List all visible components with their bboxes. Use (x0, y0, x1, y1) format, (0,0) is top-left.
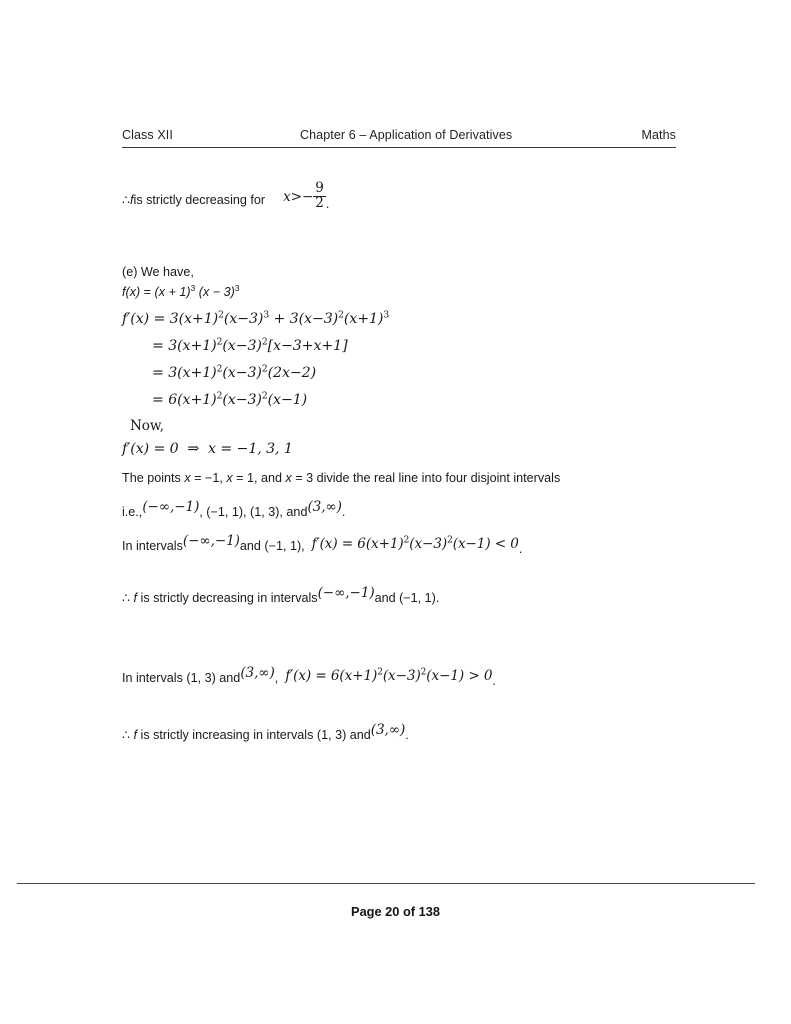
derivative-line-4: = $6(x+1)^2(x-3)^2(x-1)$ (152, 390, 308, 408)
interval-three-infinity: (3,∞) (370, 722, 406, 738)
critical-points-equation: f′(x) = 0 ⇒ x = −1, 3, 1 (122, 441, 293, 457)
derivative-negative-expression: $f'(x) = 6(x+1)^2(x-3)^2(x-1) < 0$ (311, 535, 519, 552)
conclusion-strictly-decreasing: ∴ f is strictly decreasing in intervals(−∞,−1)and (−1, 1). (122, 585, 440, 605)
derivative-line-1: $f'(x) = 3(x+1)^2(x-3)^3 + 3(x-3)^2(x+1)^3$ (122, 309, 390, 327)
inequality-x-greater-than: x>− $\frac{9}{2}$ (283, 180, 324, 211)
header-class-label: Class XII (122, 128, 173, 142)
interval-neg-infinity-neg-one: (−∞,−1) (182, 533, 240, 549)
statement-decreasing-top (122, 180, 330, 215)
footer-divider (17, 883, 755, 884)
intervals-list: i.e.,(−∞,−1), (−1, 1), (1, 3), and(3,∞). (122, 499, 346, 519)
interval-neg-infinity-neg-one: (−∞,−1) (142, 499, 200, 515)
header-chapter-title: Chapter 6 – Application of Derivatives (300, 128, 513, 142)
derivative-positive-expression: $f'(x) = 6(x+1)^2(x-3)^2(x-1) > 0$ (285, 667, 493, 684)
statement-text: is strictly decreasing for (133, 192, 266, 207)
page-header (122, 128, 676, 148)
in-intervals-negative-derivative: In intervals(−∞,−1)and (−1, 1), $f'(x) = 6(x+1)^2(x-3)^2(x-1) < 0$. (122, 533, 523, 556)
header-divider (122, 147, 676, 148)
function-definition: $f(x) = (x + 1)^3$ $(x - 3)^3$ (122, 282, 240, 299)
derivative-line-3: = $3(x+1)^2(x-3)^2(2x-2)$ (152, 363, 317, 381)
interval-three-infinity: (3,∞) (307, 499, 342, 515)
therefore-symbol: ∴ (122, 192, 131, 207)
period-punctuation: . (325, 196, 330, 211)
conclusion-strictly-increasing: ∴ f is strictly increasing in intervals (1, 3) and(3,∞). (122, 722, 409, 742)
page-number-footer: Page 20 of 138 (351, 904, 440, 919)
fraction-nine-halves: $\frac{9}{2}$ (315, 180, 324, 211)
part-e-label: (e) We have, (122, 265, 194, 279)
divide-real-line-sentence: The points x = −1, x = 1, and x = 3 divide the real line into four disjoint intervals (122, 471, 561, 485)
interval-three-infinity: (3,∞) (240, 665, 275, 681)
function-symbol-f: f (130, 192, 134, 207)
interval-neg-infinity-neg-one: (−∞,−1) (317, 585, 375, 601)
in-intervals-positive-derivative: In intervals (1, 3) and(3,∞), $f'(x) = 6(x+1)^2(x-3)^2(x-1) > 0$. (122, 665, 496, 688)
header-subject-label: Maths (641, 128, 676, 142)
now-label: Now, (130, 418, 165, 434)
derivative-line-2: = $3(x+1)^2(x-3)^2[x-3+x+1]$ (152, 336, 348, 354)
